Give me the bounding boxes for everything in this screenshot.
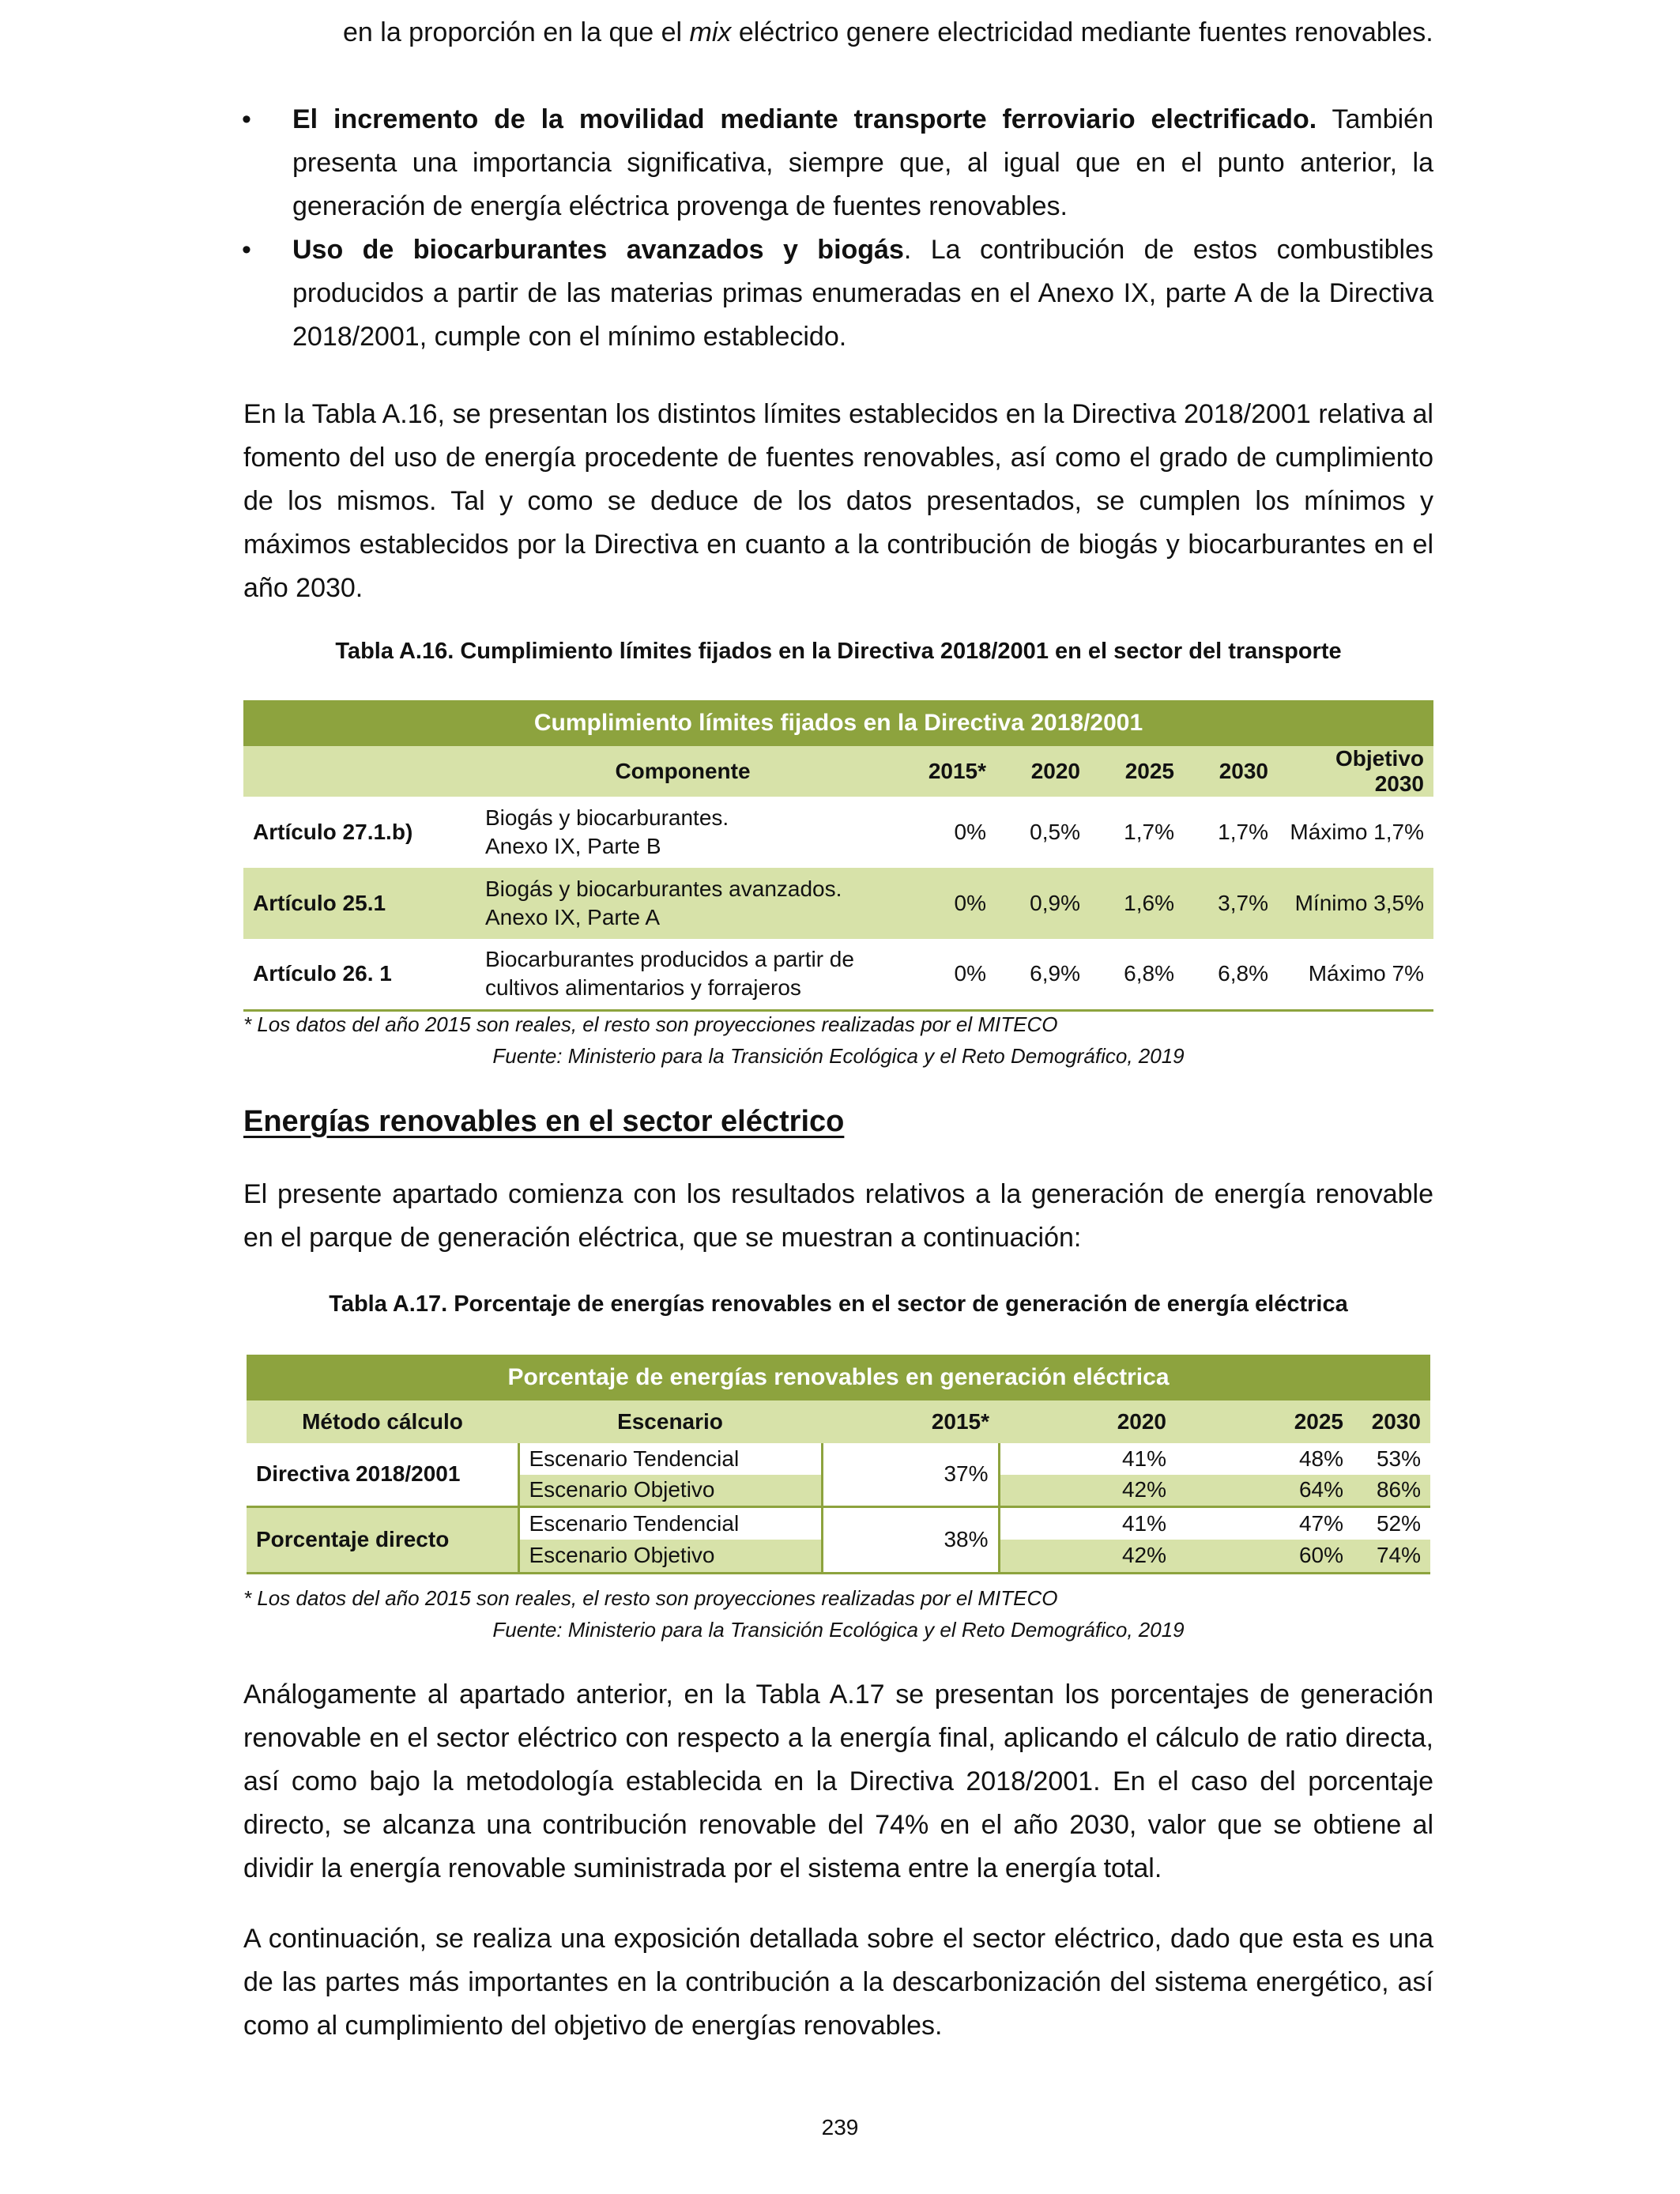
bullet-item [242,98,1433,228]
table17-header-method: Método cálculo [302,1409,463,1434]
component-line: cultivos alimentarios y forrajeros [485,975,801,1001]
table17 [247,1355,1430,1574]
table17-header-2015: 2015* [931,1409,989,1434]
table16-cell: Máximo 7% [1308,961,1424,986]
component-line: Biogás y biocarburantes. [485,805,729,830]
table17-header-2025: 2025 [1294,1409,1343,1434]
table-row [243,797,1433,868]
table16-caption: Tabla A.16. Cumplimiento límites fijados en la Directiva 2018/2001 en el sector del transporte [335,639,1342,664]
table16-cell: 0,5% [1030,820,1080,844]
table16-header-2030: 2030 [1219,759,1268,783]
table-row [243,868,1433,939]
table16-header-2020: 2020 [1030,759,1080,783]
table17-cell: 41% [1121,1446,1166,1471]
table16-header-empty [243,746,476,797]
table17-cell: 41% [1121,1510,1166,1536]
bullet-list [242,98,1433,359]
table16-note [243,1008,1433,1072]
table16 [243,700,1433,1012]
table17-cell: 47% [1298,1510,1343,1536]
table17-band-title: Porcentaje de energías renovables en generación eléctrica [247,1355,1430,1400]
table-row [243,939,1433,1010]
table16-cell: 1,7% [1218,820,1268,844]
table16-cell: 6,8% [1124,961,1174,986]
table-row [247,1506,1430,1540]
table17-caption: Tabla A.17. Porcentaje de energías renovables en el sector de generación de energía eléctrica [329,1291,1348,1317]
table16-cell: 1,6% [1124,891,1174,915]
table17-cell: 48% [1298,1446,1343,1471]
table17-header-2020: 2020 [1117,1409,1166,1434]
table16-header-objetivo: Objetivo 2030 [1335,746,1424,796]
table17-escenario: Escenario Objetivo [518,1475,822,1506]
table16-cell: 0% [954,891,986,915]
table16-header-2025: 2025 [1124,759,1174,783]
paragraph-3: Análogamente al apartado anterior, en la Tabla A.17 se presentan los porcentajes de generación renovable en el sector eléctrico con respecto a la energía final, aplicando el cálculo de ratio directa, así como bajo la metodología establecida en la Directiva 2018/2001. En el caso del porcentaje directo, se alcanza una contribución renovable del 74% en el año 2030, valor que se obtiene al dividir la energía renovable suministrada por el sistema entre la energía total. [243,1679,1433,1883]
table17-note [243,1582,1433,1646]
table16-article: Artículo 25.1 [253,891,386,915]
table16-cell: Máximo 1,7% [1290,820,1424,844]
table16-component [476,868,890,939]
table17-escenario: Escenario Objetivo [518,1540,822,1573]
bullet-bold: El incremento de la movilidad mediante transporte ferroviario electrificado. [292,104,1317,134]
table16-cell: 6,9% [1030,961,1080,986]
table16-cell: 6,8% [1218,961,1268,986]
table17-escenario: Escenario Tendencial [518,1506,822,1540]
table17-header-2030: 2030 [1371,1409,1421,1434]
paragraph-2: El presente apartado comienza con los resultados relativos a la generación de energía renovable en el parque de generación eléctrica, que se muestran a continuación: [243,1179,1433,1253]
table17-cell: 52% [1376,1510,1421,1536]
table16-cell: Mínimo 3,5% [1294,891,1424,915]
table17-cell: 42% [999,1475,1176,1506]
intro-continuation: en la proporción en la que el mix eléctrico genere electricidad mediante fuentes renovables. [343,17,1433,47]
table16-component [476,797,890,868]
table17-header-escenario: Escenario [617,1409,723,1434]
component-line: Anexo IX, Parte B [485,834,661,858]
table16-source: Fuente: Ministerio para la Transición Ecológica y el Reto Demográfico, 2019 [492,1044,1185,1068]
table16-cell: 0% [954,961,986,986]
component-line: Anexo IX, Parte A [485,905,661,929]
table17-cell: 64% [1176,1475,1353,1506]
table16-article: Artículo 27.1.b) [253,820,413,844]
component-line: Biocarburantes producidos a partir de [485,947,854,972]
bullet-text: También presenta una importancia significativa, siempre que, al igual que en el punto anterior, la generación de energía eléctrica provenga de fuentes renovables. [292,104,1433,221]
table16-component [476,939,890,1010]
bullet-item [242,228,1433,359]
table17-cell: 60% [1176,1540,1353,1573]
table17-cell: 53% [1376,1446,1421,1471]
section-title: Energías renovables en el sector eléctrico [243,1105,845,1138]
component-line: Biogás y biocarburantes avanzados. [485,876,842,901]
table16-cell: 3,7% [1218,891,1268,915]
bullet-bold: Uso de biocarburantes avanzados y biogás [292,235,904,265]
table17-escenario: Escenario Tendencial [518,1443,822,1475]
table17-method: Directiva 2018/2001 [247,1443,518,1506]
table17-source: Fuente: Ministerio para la Transición Ecológica y el Reto Demográfico, 2019 [492,1618,1185,1642]
table16-header-2015: 2015* [928,759,986,783]
bullet-icon: • [242,235,251,265]
table16-footnote: * Los datos del año 2015 son reales, el resto son proyecciones realizadas por el MITECO [243,1012,1058,1036]
table16-cell: 0,9% [1030,891,1080,915]
paragraph-4: A continuación, se realiza una exposición detallada sobre el sector eléctrico, dado que esta es una de las partes más importantes en la contribución a la descarbonización del sistema energético, así como al cumplimiento del objetivo de energías renovables. [243,1924,1433,2041]
table17-2015: 37% [822,1443,999,1506]
table-row [247,1443,1430,1475]
table17-cell: 86% [1353,1475,1430,1506]
bullet-icon: • [242,104,251,134]
table17-2015: 38% [822,1506,999,1573]
table17-cell: 74% [1353,1540,1430,1573]
table17-footnote: * Los datos del año 2015 son reales, el resto son proyecciones realizadas por el MITECO [243,1586,1058,1610]
table17-cell: 42% [999,1540,1176,1573]
bullet-text: . La contribución de estos combustibles producidos a partir de las materias primas enumeradas en el Anexo IX, parte A de la Directiva 2018/2001, cumple con el mínimo establecido. [292,235,1433,352]
table16-cell: 1,7% [1124,820,1174,844]
table16-header-componente: Componente [615,759,751,783]
page-number: 239 [821,2115,859,2139]
table16-cell: 0% [954,820,986,844]
table16-article: Artículo 26. 1 [253,961,392,986]
paragraph-1: En la Tabla A.16, se presentan los distintos límites establecidos en la Directiva 2018/2001 relativa al fomento del uso de energía procedente de fuentes renovables, así como el grado de cumplimiento de los mismos. Tal y como se deduce de los datos presentados, se cumplen los mínimos y máximos establecidos por la Directiva en cuanto a la contribución de biogás y biocarburantes en el año 2030. [243,399,1433,603]
table17-method: Porcentaje directo [247,1506,518,1573]
table16-band-title: Cumplimiento límites fijados en la Directiva 2018/2001 [243,700,1433,746]
